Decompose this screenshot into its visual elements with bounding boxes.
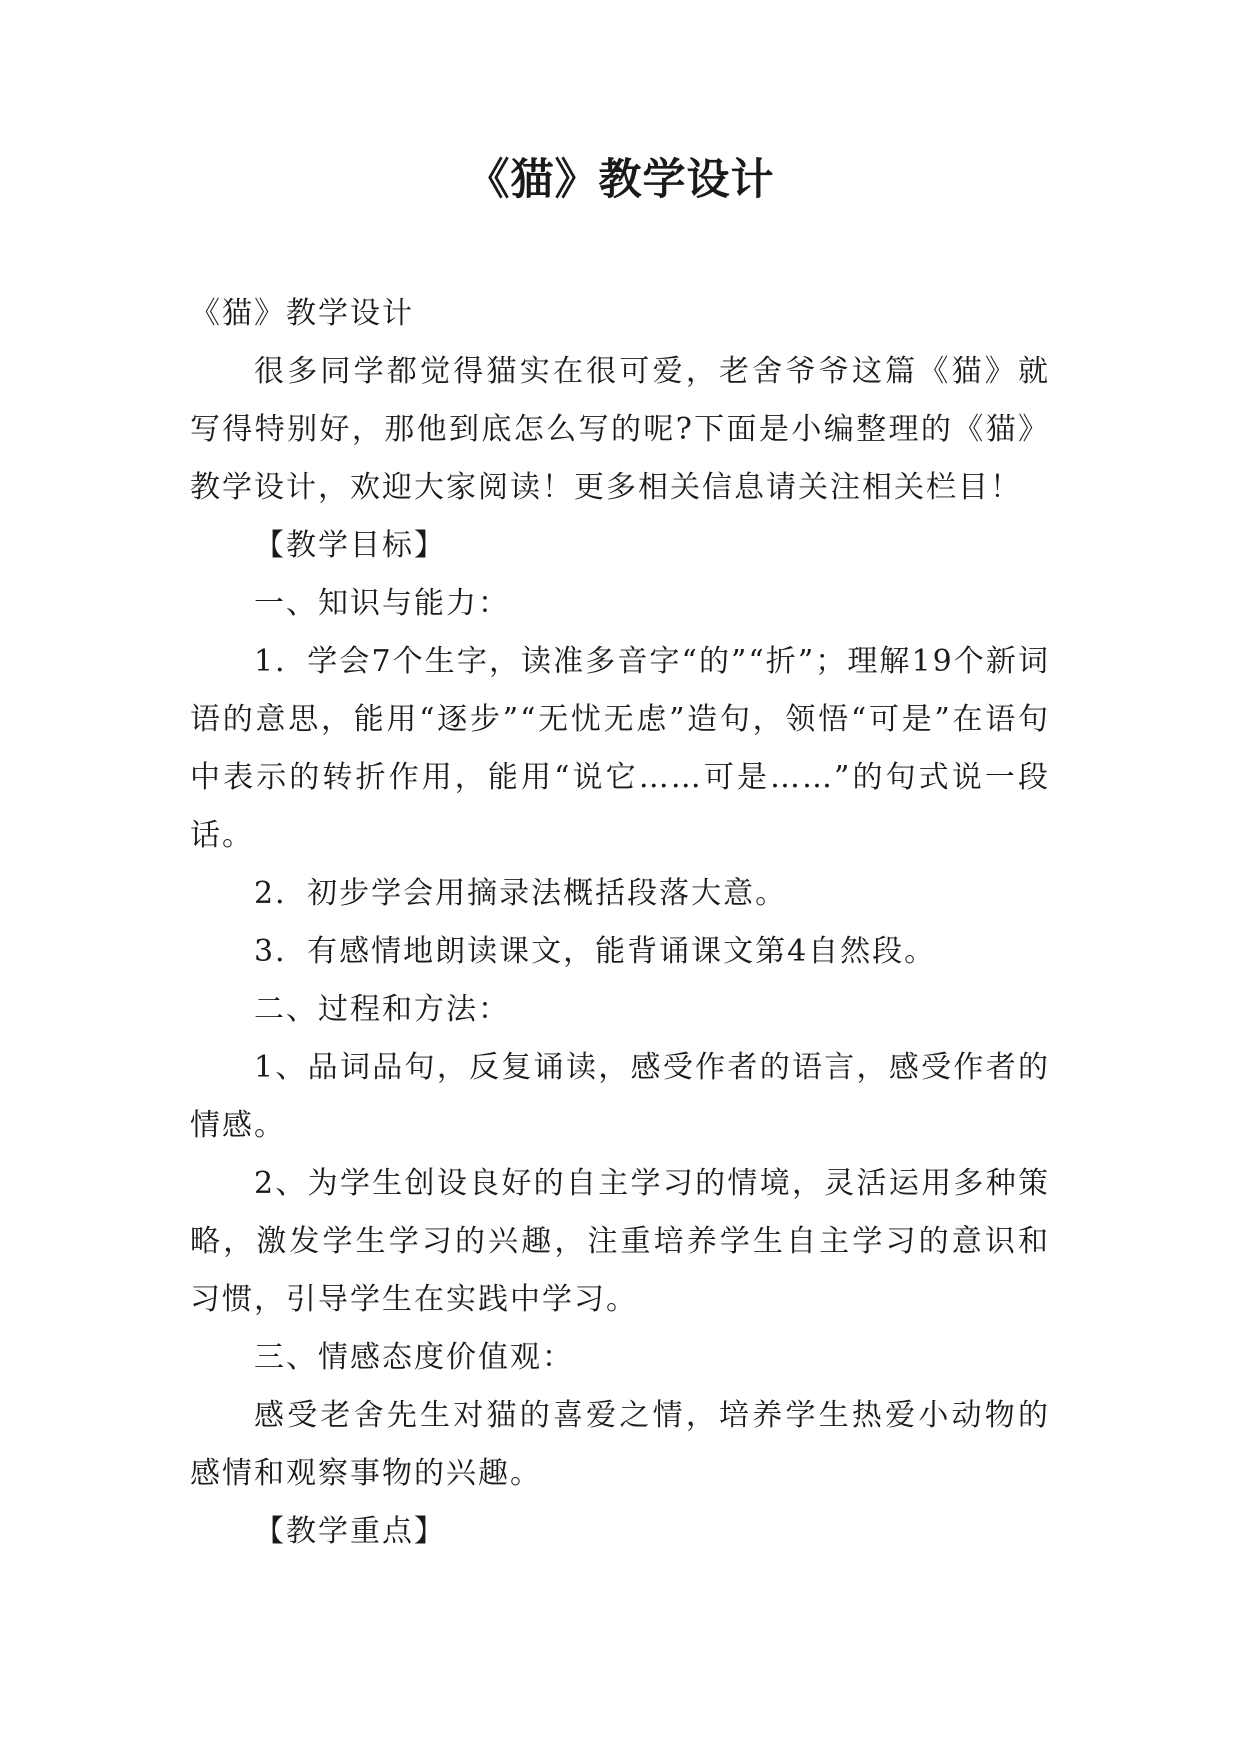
paragraph-goal-1: 1．学会7个生字，读准多音字“的”“折”；理解19个新词语的意思，能用“逐步”“无忧无虑”造句，领悟“可是”在语句中表示的转折作用，能用“说它……可是……”的句式说一段话。 xyxy=(190,644,1050,853)
subheading-emotion-values: 三、情感态度价值观： xyxy=(254,1340,574,1375)
subheading-knowledge-ability: 一、知识与能力： xyxy=(254,586,510,621)
paragraph-process-2: 2、为学生创设良好的自主学习的情境，灵活运用多种策略，激发学生学习的兴趣，注重培养学生自主学习的意识和习惯，引导学生在实践中学习。 xyxy=(190,1166,1050,1317)
section-heading-teaching-goals: 【教学目标】 xyxy=(254,528,446,563)
paragraph-emotion: 感受老舍先生对猫的喜爱之情，培养学生热爱小动物的感情和观察事物的兴趣。 xyxy=(190,1398,1050,1491)
paragraph-goal-2: 2．初步学会用摘录法概括段落大意。 xyxy=(254,876,788,911)
paragraph-process-1: 1、品词品句，反复诵读，感受作者的语言，感受作者的情感。 xyxy=(190,1050,1050,1143)
section-heading-teaching-focus: 【教学重点】 xyxy=(254,1514,446,1549)
paragraph-goal-3: 3．有感情地朗读课文，能背诵课文第4自然段。 xyxy=(254,934,937,969)
document-body xyxy=(190,285,1050,1561)
paragraph-intro: 很多同学都觉得猫实在很可爱，老舍爷爷这篇《猫》就写得特别好，那他到底怎么写的呢?下面是小编整理的《猫》教学设计，欢迎大家阅读！更多相关信息请关注相关栏目！ xyxy=(190,354,1050,505)
document-title: 《猫》教学设计 xyxy=(466,155,775,205)
subheading-process-method: 二、过程和方法： xyxy=(254,992,510,1027)
paragraph-subtitle: 《猫》教学设计 xyxy=(190,296,414,331)
